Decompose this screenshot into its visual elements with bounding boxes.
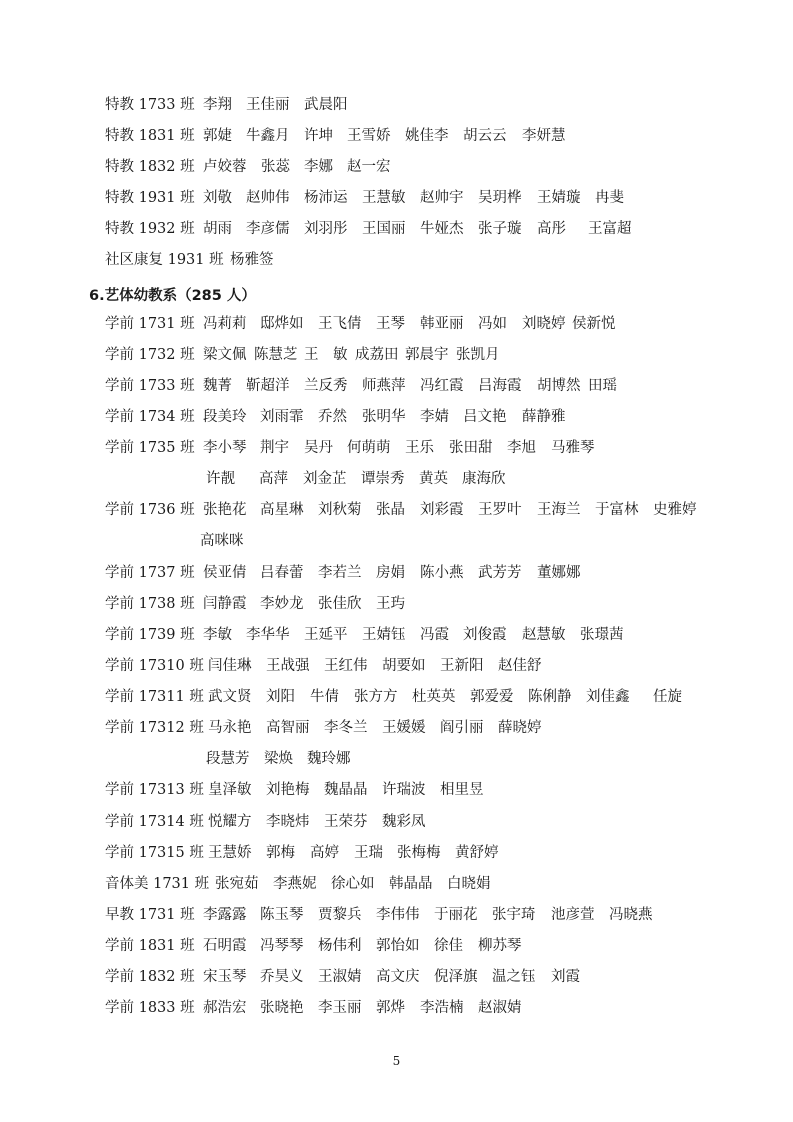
student-name: 冯霞 <box>420 627 449 643</box>
student-name: 张田甜 <box>449 440 493 456</box>
student-name: 刘霞 <box>551 969 580 985</box>
student-name: 王慧敏 <box>362 190 406 206</box>
student-name: 武晨阳 <box>304 97 348 113</box>
student-name: 吴玥桦 <box>478 190 522 206</box>
student-name: 胡雨 <box>203 221 232 237</box>
student-name: 王罗叶 <box>478 502 522 518</box>
student-name: 刘晓婷 <box>522 316 566 332</box>
class-label: 学前 17314 班 <box>105 814 204 830</box>
student-name: 闫佳琳 <box>208 658 252 674</box>
student-name: 王富超 <box>588 221 632 237</box>
student-name: 刘俊霞 <box>463 627 507 643</box>
student-name: 王海兰 <box>537 502 581 518</box>
class-label: 特教 1832 班 <box>105 159 195 175</box>
student-name: 刘彩霞 <box>420 502 464 518</box>
student-name: 徐心如 <box>331 876 375 892</box>
student-name: 王玙 <box>376 596 405 612</box>
class-label: 学前 1731 班 <box>105 316 195 332</box>
student-name: 王慧娇 <box>208 845 252 861</box>
student-name: 阎引丽 <box>440 720 484 736</box>
student-name: 李燕妮 <box>273 876 317 892</box>
student-name: 于富林 <box>595 502 639 518</box>
student-name: 任旋 <box>653 689 682 705</box>
student-name: 张晓艳 <box>260 1000 304 1016</box>
student-name: 张蕊 <box>261 159 290 175</box>
student-name: 刘佳鑫 <box>586 689 630 705</box>
student-name: 郝浩宏 <box>203 1000 247 1016</box>
student-name: 韩亚丽 <box>420 316 464 332</box>
student-name: 高咪咪 <box>200 533 244 549</box>
student-name: 王佳丽 <box>246 97 290 113</box>
student-name: 闫静霞 <box>203 596 247 612</box>
class-label: 特教 1932 班 <box>105 221 195 237</box>
student-name: 张凯月 <box>456 347 500 363</box>
student-name: 皇泽敏 <box>208 782 252 798</box>
student-name: 刘雨霏 <box>260 409 304 425</box>
student-name: 陈玉琴 <box>260 907 304 923</box>
student-name: 李旭 <box>507 440 536 456</box>
student-name: 李娜 <box>304 159 333 175</box>
student-name: 池彦萱 <box>551 907 595 923</box>
student-name: 梁文佩 <box>203 347 247 363</box>
student-name: 高智丽 <box>266 720 310 736</box>
student-name: 邸烨如 <box>260 316 304 332</box>
student-name: 薛静雅 <box>522 409 566 425</box>
class-label: 学前 1739 班 <box>105 627 195 643</box>
section-heading: 6.艺体幼教系（285 人） <box>89 288 256 304</box>
student-name: 倪泽旗 <box>434 969 478 985</box>
student-name: 悦耀方 <box>208 814 252 830</box>
student-name: 高婷 <box>310 845 339 861</box>
student-name: 王飞倩 <box>318 316 362 332</box>
student-name: 吴丹 <box>304 440 333 456</box>
student-name: 黄英 <box>419 471 448 487</box>
student-name: 陈小燕 <box>420 565 464 581</box>
student-name: 王琴 <box>376 316 405 332</box>
student-name: 房娟 <box>376 565 405 581</box>
student-name: 段慧芳 <box>206 751 250 767</box>
student-name: 赵帅伟 <box>246 190 290 206</box>
class-label: 早教 1731 班 <box>105 907 195 923</box>
student-name: 李华华 <box>246 627 290 643</box>
student-name: 张子璇 <box>478 221 522 237</box>
student-name: 魏菁 <box>203 378 232 394</box>
student-name: 张佳欣 <box>318 596 362 612</box>
student-name: 王婧璇 <box>537 190 581 206</box>
student-name: 王国丽 <box>362 221 406 237</box>
class-label: 学前 17313 班 <box>105 782 204 798</box>
student-name: 成荔田 <box>355 347 399 363</box>
student-name: 郭烨 <box>376 1000 405 1016</box>
class-label: 学前 1736 班 <box>105 502 195 518</box>
class-label: 学前 1833 班 <box>105 1000 195 1016</box>
class-label: 学前 17310 班 <box>105 658 204 674</box>
student-name: 兰反秀 <box>304 378 348 394</box>
student-name: 李妙龙 <box>260 596 304 612</box>
student-name: 李小琴 <box>203 440 247 456</box>
student-name: 李晓炜 <box>266 814 310 830</box>
student-name: 牛鑫月 <box>246 128 290 144</box>
student-name: 许坤 <box>304 128 333 144</box>
student-name: 康海欣 <box>462 471 506 487</box>
student-name: 刘阳 <box>266 689 295 705</box>
class-label: 学前 1832 班 <box>105 969 195 985</box>
student-name: 徐佳 <box>434 938 463 954</box>
student-name: 武文贤 <box>208 689 252 705</box>
class-label: 学前 17312 班 <box>105 720 204 736</box>
student-name: 陈慧芝 <box>254 347 298 363</box>
student-name: 李婧 <box>420 409 449 425</box>
student-name: 武芳芳 <box>478 565 522 581</box>
class-label: 音体美 1731 班 <box>105 876 210 892</box>
student-name: 胡要如 <box>382 658 426 674</box>
student-name: 赵一宏 <box>347 159 391 175</box>
student-name: 宋玉琴 <box>203 969 247 985</box>
student-name: 刘秋菊 <box>318 502 362 518</box>
student-name: 吕文艳 <box>463 409 507 425</box>
student-name: 刘艳梅 <box>266 782 310 798</box>
student-name: 冉斐 <box>595 190 624 206</box>
student-name: 冯晓燕 <box>609 907 653 923</box>
student-name: 李若兰 <box>318 565 362 581</box>
student-name: 杨沛运 <box>304 190 348 206</box>
student-name: 赵佳舒 <box>498 658 542 674</box>
student-name: 荆宇 <box>260 440 289 456</box>
student-name: 张艳花 <box>203 502 247 518</box>
class-label: 学前 1733 班 <box>105 378 195 394</box>
student-name: 侯新悦 <box>572 316 616 332</box>
student-name: 石明霞 <box>203 938 247 954</box>
student-name: 梁焕 <box>264 751 293 767</box>
student-name: 魏彩凤 <box>382 814 426 830</box>
student-name: 王媛媛 <box>382 720 426 736</box>
student-name: 王乐 <box>405 440 434 456</box>
student-name: 靳超洋 <box>246 378 290 394</box>
student-name: 贾黎兵 <box>318 907 362 923</box>
student-name: 李玉丽 <box>318 1000 362 1016</box>
student-name: 李伟伟 <box>376 907 420 923</box>
class-label: 学前 1737 班 <box>105 565 195 581</box>
student-name: 史雅婷 <box>653 502 697 518</box>
student-name: 张宇琦 <box>492 907 536 923</box>
student-name: 韩晶晶 <box>389 876 433 892</box>
student-name: 师燕萍 <box>362 378 406 394</box>
student-name: 冯红霞 <box>420 378 464 394</box>
student-name: 胡云云 <box>463 128 507 144</box>
student-name: 谭崇秀 <box>361 471 405 487</box>
student-name: 董娜娜 <box>537 565 581 581</box>
page-number: 5 <box>392 1054 401 1068</box>
student-name: 侯亚倩 <box>203 565 247 581</box>
student-name: 李彦儒 <box>246 221 290 237</box>
student-name: 王新阳 <box>440 658 484 674</box>
student-name: 王瑞 <box>354 845 383 861</box>
class-label: 学前 1831 班 <box>105 938 195 954</box>
student-name: 杨雅签 <box>230 252 274 268</box>
student-name: 王荣芬 <box>324 814 368 830</box>
class-label: 特教 1831 班 <box>105 128 195 144</box>
student-name: 杨伟利 <box>318 938 362 954</box>
student-name: 黄舒婷 <box>455 845 499 861</box>
student-name: 乔昊义 <box>260 969 304 985</box>
student-name: 许靓 <box>206 471 235 487</box>
student-name: 魏晶晶 <box>324 782 368 798</box>
student-name: 魏玲娜 <box>307 751 351 767</box>
class-label: 社区康复 1931 班 <box>105 252 224 268</box>
student-name: 薛晓婷 <box>498 720 542 736</box>
student-name: 赵淑婧 <box>478 1000 522 1016</box>
student-name: 杜英英 <box>412 689 456 705</box>
class-label: 特教 1931 班 <box>105 190 195 206</box>
class-label: 学前 1734 班 <box>105 409 195 425</box>
student-name: 姚佳李 <box>405 128 449 144</box>
student-name: 郭晨宇 <box>405 347 449 363</box>
student-name: 李敏 <box>203 627 232 643</box>
student-name: 牛倩 <box>310 689 339 705</box>
student-name: 郭怡如 <box>376 938 420 954</box>
student-name: 郭梅 <box>266 845 295 861</box>
student-name: 李冬兰 <box>324 720 368 736</box>
student-name: 冯莉莉 <box>203 316 247 332</box>
student-name: 何萌萌 <box>347 440 391 456</box>
student-name: 刘金芷 <box>303 471 347 487</box>
student-name: 张晶 <box>376 502 405 518</box>
student-name: 王婧钰 <box>362 627 406 643</box>
class-label: 学前 17311 班 <box>105 689 204 705</box>
student-name: 刘羽彤 <box>304 221 348 237</box>
class-label: 特教 1733 班 <box>105 97 195 113</box>
student-name: 李妍慧 <box>522 128 566 144</box>
student-name: 相里昱 <box>440 782 484 798</box>
student-name: 李翔 <box>203 97 232 113</box>
student-name: 吕春蕾 <box>260 565 304 581</box>
student-name: 牛娅杰 <box>420 221 464 237</box>
student-name: 卢姣蓉 <box>203 159 247 175</box>
student-name: 赵帅宇 <box>420 190 464 206</box>
class-label: 学前 17315 班 <box>105 845 204 861</box>
student-name: 张方方 <box>354 689 398 705</box>
student-name: 陈俐静 <box>528 689 572 705</box>
student-name: 王延平 <box>304 627 348 643</box>
student-name: 于丽花 <box>434 907 478 923</box>
student-name: 郭爱爱 <box>470 689 514 705</box>
student-name: 柳苏琴 <box>478 938 522 954</box>
student-name: 王 敏 <box>304 347 348 363</box>
student-name: 温之钰 <box>492 969 536 985</box>
student-name: 刘敬 <box>203 190 232 206</box>
class-label: 学前 1738 班 <box>105 596 195 612</box>
student-name: 田瑶 <box>588 378 617 394</box>
student-name: 李浩楠 <box>420 1000 464 1016</box>
student-name: 李露露 <box>203 907 247 923</box>
student-name: 赵慧敏 <box>522 627 566 643</box>
student-name: 王战强 <box>266 658 310 674</box>
student-name: 张璟茜 <box>580 627 624 643</box>
student-name: 胡博然 <box>537 378 581 394</box>
student-name: 马雅琴 <box>551 440 595 456</box>
student-name: 张梅梅 <box>397 845 441 861</box>
student-name: 郭婕 <box>203 128 232 144</box>
student-name: 高彤 <box>537 221 566 237</box>
student-name: 吕海霞 <box>478 378 522 394</box>
student-name: 马永艳 <box>208 720 252 736</box>
student-name: 高星琳 <box>260 502 304 518</box>
student-name: 乔然 <box>318 409 347 425</box>
student-name: 张宛茹 <box>215 876 259 892</box>
class-label: 学前 1732 班 <box>105 347 195 363</box>
student-name: 段美玲 <box>203 409 247 425</box>
student-name: 冯如 <box>478 316 507 332</box>
student-name: 高萍 <box>259 471 288 487</box>
class-label: 学前 1735 班 <box>105 440 195 456</box>
student-name: 王红伟 <box>324 658 368 674</box>
student-name: 许瑞波 <box>382 782 426 798</box>
student-name: 张明华 <box>362 409 406 425</box>
student-name: 王淑婧 <box>318 969 362 985</box>
student-name: 王雪娇 <box>347 128 391 144</box>
student-name: 白晓娟 <box>447 876 491 892</box>
student-name: 高文庆 <box>376 969 420 985</box>
student-name: 冯琴琴 <box>260 938 304 954</box>
